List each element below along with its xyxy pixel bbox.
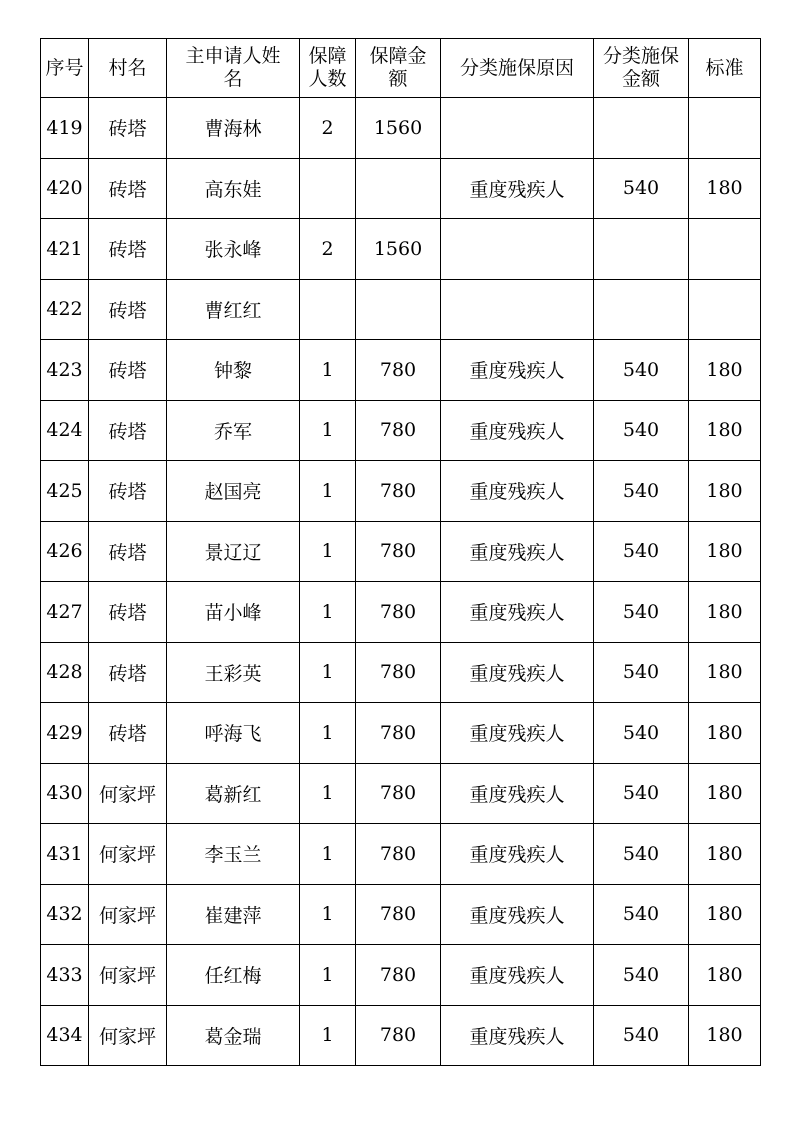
cell-amount: 780: [356, 642, 441, 703]
cell-village: 砖塔: [89, 461, 167, 522]
cell-count: 1: [300, 945, 356, 1006]
cell-village: 砖塔: [89, 279, 167, 340]
cell-amount: 780: [356, 945, 441, 1006]
cell-applicant: 王彩英: [167, 642, 300, 703]
cell-count: 1: [300, 763, 356, 824]
cell-class-amount: 540: [594, 945, 689, 1006]
cell-reason: 重度残疾人: [441, 763, 594, 824]
table-body: [41, 98, 761, 1066]
cell-reason: [441, 279, 594, 340]
cell-class-amount: [594, 219, 689, 280]
cell-village: 砖塔: [89, 158, 167, 219]
table-row: [41, 98, 761, 159]
cell-standard: 180: [689, 703, 761, 764]
cell-village: 何家坪: [89, 763, 167, 824]
table-row: [41, 582, 761, 643]
cell-standard: [689, 219, 761, 280]
cell-amount: [356, 158, 441, 219]
cell-reason: 重度残疾人: [441, 158, 594, 219]
cell-village: 砖塔: [89, 642, 167, 703]
header-class-amount: 分类施保金额: [594, 39, 689, 98]
cell-seq: 424: [41, 400, 89, 461]
cell-class-amount: [594, 98, 689, 159]
cell-count: [300, 279, 356, 340]
cell-seq: 431: [41, 824, 89, 885]
table-row: [41, 400, 761, 461]
cell-amount: 780: [356, 824, 441, 885]
table-row: [41, 521, 761, 582]
cell-count: 2: [300, 219, 356, 280]
cell-standard: 180: [689, 400, 761, 461]
cell-reason: 重度残疾人: [441, 340, 594, 401]
cell-seq: 419: [41, 98, 89, 159]
table-row: [41, 1005, 761, 1066]
cell-count: 1: [300, 582, 356, 643]
cell-village: 何家坪: [89, 945, 167, 1006]
cell-count: [300, 158, 356, 219]
cell-applicant: 曹海林: [167, 98, 300, 159]
cell-class-amount: [594, 279, 689, 340]
cell-standard: 180: [689, 824, 761, 885]
cell-reason: [441, 98, 594, 159]
cell-amount: 780: [356, 884, 441, 945]
cell-seq: 420: [41, 158, 89, 219]
cell-seq: 428: [41, 642, 89, 703]
cell-standard: 180: [689, 884, 761, 945]
cell-class-amount: 540: [594, 1005, 689, 1066]
cell-applicant: 葛金瑞: [167, 1005, 300, 1066]
cell-count: 1: [300, 400, 356, 461]
cell-class-amount: 540: [594, 763, 689, 824]
cell-applicant: 曹红红: [167, 279, 300, 340]
cell-village: 砖塔: [89, 340, 167, 401]
cell-standard: 180: [689, 340, 761, 401]
cell-seq: 421: [41, 219, 89, 280]
cell-standard: [689, 98, 761, 159]
cell-seq: 425: [41, 461, 89, 522]
cell-class-amount: 540: [594, 461, 689, 522]
cell-count: 1: [300, 340, 356, 401]
cell-reason: 重度残疾人: [441, 1005, 594, 1066]
cell-village: 砖塔: [89, 98, 167, 159]
cell-class-amount: 540: [594, 642, 689, 703]
cell-standard: 180: [689, 945, 761, 1006]
cell-applicant: 景辽辽: [167, 521, 300, 582]
cell-standard: 180: [689, 461, 761, 522]
table-row: [41, 279, 761, 340]
cell-applicant: 任红梅: [167, 945, 300, 1006]
cell-amount: [356, 279, 441, 340]
table-row: [41, 824, 761, 885]
cell-count: 1: [300, 703, 356, 764]
table-row: [41, 945, 761, 1006]
table-row: [41, 158, 761, 219]
header-seq: 序号: [41, 39, 89, 98]
cell-reason: 重度残疾人: [441, 400, 594, 461]
cell-village: 何家坪: [89, 1005, 167, 1066]
cell-applicant: 苗小峰: [167, 582, 300, 643]
cell-amount: 780: [356, 340, 441, 401]
header-standard: 标准: [689, 39, 761, 98]
cell-reason: 重度残疾人: [441, 521, 594, 582]
cell-applicant: 崔建萍: [167, 884, 300, 945]
cell-reason: 重度残疾人: [441, 703, 594, 764]
cell-amount: 780: [356, 1005, 441, 1066]
cell-applicant: 李玉兰: [167, 824, 300, 885]
table-row: [41, 763, 761, 824]
cell-seq: 433: [41, 945, 89, 1006]
cell-class-amount: 540: [594, 521, 689, 582]
cell-reason: [441, 219, 594, 280]
header-village: 村名: [89, 39, 167, 98]
table-row: [41, 642, 761, 703]
table-row: [41, 703, 761, 764]
cell-count: 1: [300, 521, 356, 582]
cell-reason: 重度残疾人: [441, 582, 594, 643]
cell-reason: 重度残疾人: [441, 945, 594, 1006]
cell-count: 1: [300, 824, 356, 885]
cell-village: 何家坪: [89, 824, 167, 885]
cell-amount: 1560: [356, 219, 441, 280]
cell-standard: [689, 279, 761, 340]
header-amount: 保障金额: [356, 39, 441, 98]
cell-standard: 180: [689, 642, 761, 703]
cell-village: 何家坪: [89, 884, 167, 945]
cell-applicant: 乔军: [167, 400, 300, 461]
cell-standard: 180: [689, 521, 761, 582]
cell-count: 1: [300, 884, 356, 945]
header-reason: 分类施保原因: [441, 39, 594, 98]
cell-amount: 780: [356, 521, 441, 582]
cell-reason: 重度残疾人: [441, 461, 594, 522]
cell-class-amount: 540: [594, 824, 689, 885]
cell-seq: 434: [41, 1005, 89, 1066]
cell-village: 砖塔: [89, 400, 167, 461]
cell-village: 砖塔: [89, 703, 167, 764]
cell-reason: 重度残疾人: [441, 642, 594, 703]
cell-count: 1: [300, 642, 356, 703]
cell-seq: 430: [41, 763, 89, 824]
cell-seq: 427: [41, 582, 89, 643]
cell-amount: 780: [356, 763, 441, 824]
cell-village: 砖塔: [89, 219, 167, 280]
cell-amount: 780: [356, 703, 441, 764]
header-count: 保障人数: [300, 39, 356, 98]
cell-applicant: 葛新红: [167, 763, 300, 824]
table-row: [41, 884, 761, 945]
assistance-table: [40, 38, 761, 1066]
table-row: [41, 219, 761, 280]
cell-reason: 重度残疾人: [441, 884, 594, 945]
header-row: [41, 39, 761, 98]
cell-applicant: 张永峰: [167, 219, 300, 280]
cell-applicant: 钟黎: [167, 340, 300, 401]
cell-standard: 180: [689, 582, 761, 643]
cell-class-amount: 540: [594, 400, 689, 461]
cell-class-amount: 540: [594, 703, 689, 764]
cell-amount: 780: [356, 400, 441, 461]
cell-amount: 780: [356, 582, 441, 643]
cell-reason: 重度残疾人: [441, 824, 594, 885]
cell-class-amount: 540: [594, 158, 689, 219]
cell-seq: 423: [41, 340, 89, 401]
cell-count: 1: [300, 1005, 356, 1066]
cell-class-amount: 540: [594, 582, 689, 643]
cell-seq: 426: [41, 521, 89, 582]
cell-class-amount: 540: [594, 340, 689, 401]
cell-seq: 432: [41, 884, 89, 945]
cell-applicant: 赵国亮: [167, 461, 300, 522]
cell-amount: 1560: [356, 98, 441, 159]
cell-village: 砖塔: [89, 582, 167, 643]
cell-standard: 180: [689, 1005, 761, 1066]
cell-seq: 429: [41, 703, 89, 764]
cell-count: 1: [300, 461, 356, 522]
table-row: [41, 461, 761, 522]
header-applicant: 主申请人姓名: [167, 39, 300, 98]
cell-village: 砖塔: [89, 521, 167, 582]
cell-standard: 180: [689, 158, 761, 219]
cell-applicant: 高东娃: [167, 158, 300, 219]
cell-applicant: 呼海飞: [167, 703, 300, 764]
cell-seq: 422: [41, 279, 89, 340]
cell-class-amount: 540: [594, 884, 689, 945]
table-row: [41, 340, 761, 401]
cell-standard: 180: [689, 763, 761, 824]
cell-amount: 780: [356, 461, 441, 522]
cell-count: 2: [300, 98, 356, 159]
